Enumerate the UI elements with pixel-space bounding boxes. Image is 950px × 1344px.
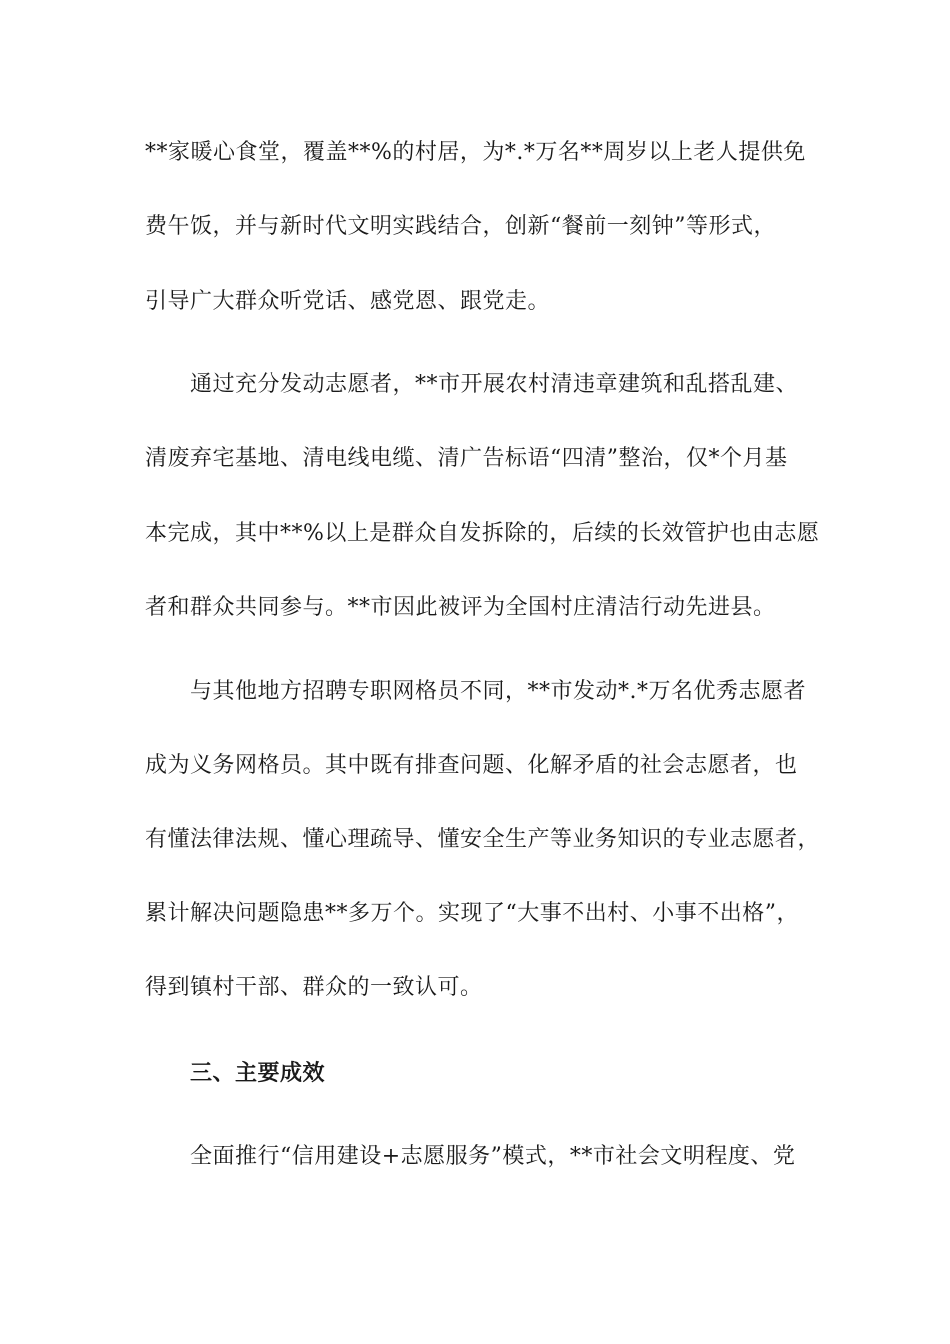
paragraph-2-line-4: 者和群众共同参与。**市因此被评为全国村庄清洁行动先进县。: [145, 595, 776, 620]
paragraph-2-line-2: 清废弃宅基地、清电线电缆、清广告标语“四清”整治，仅*个月基: [145, 446, 788, 471]
paragraph-2-line-3: 本完成，其中**%以上是群众自发拆除的，后续的长效管护也由志愿: [145, 521, 820, 546]
paragraph-3-line-5: 得到镇村干部、群众的一致认可。: [145, 975, 483, 1000]
paragraph-1-line-2: 费午饭，并与新时代文明实践结合，创新“餐前一刻钟”等形式，: [145, 214, 776, 239]
paragraph-4-line-1: 全面推行“信用建设+志愿服务”模式，**市社会文明程度、党: [190, 1144, 796, 1169]
paragraph-3-line-4: 累计解决问题隐患**多万个。实现了“大事不出村、小事不出格”，: [145, 901, 799, 926]
paragraph-1-line-3: 引导广大群众听党话、感党恩、跟党走。: [145, 289, 551, 314]
section-heading: 三、主要成效: [190, 1060, 326, 1086]
paragraph-3-line-1: 与其他地方招聘专职网格员不同，**市发动*.*万名优秀志愿者: [190, 679, 806, 704]
paragraph-3-line-3: 有懂法律法规、懂心理疏导、懂安全生产等业务知识的专业志愿者，: [145, 827, 821, 852]
paragraph-3-line-2: 成为义务网格员。其中既有排查问题、化解矛盾的社会志愿者，也: [145, 753, 798, 778]
paragraph-1-line-1: **家暖心食堂，覆盖**%的村居，为*.*万名**周岁以上老人提供免: [145, 140, 806, 165]
paragraph-2-line-1: 通过充分发动志愿者，**市开展农村清违章建筑和乱搭乱建、: [190, 372, 799, 397]
